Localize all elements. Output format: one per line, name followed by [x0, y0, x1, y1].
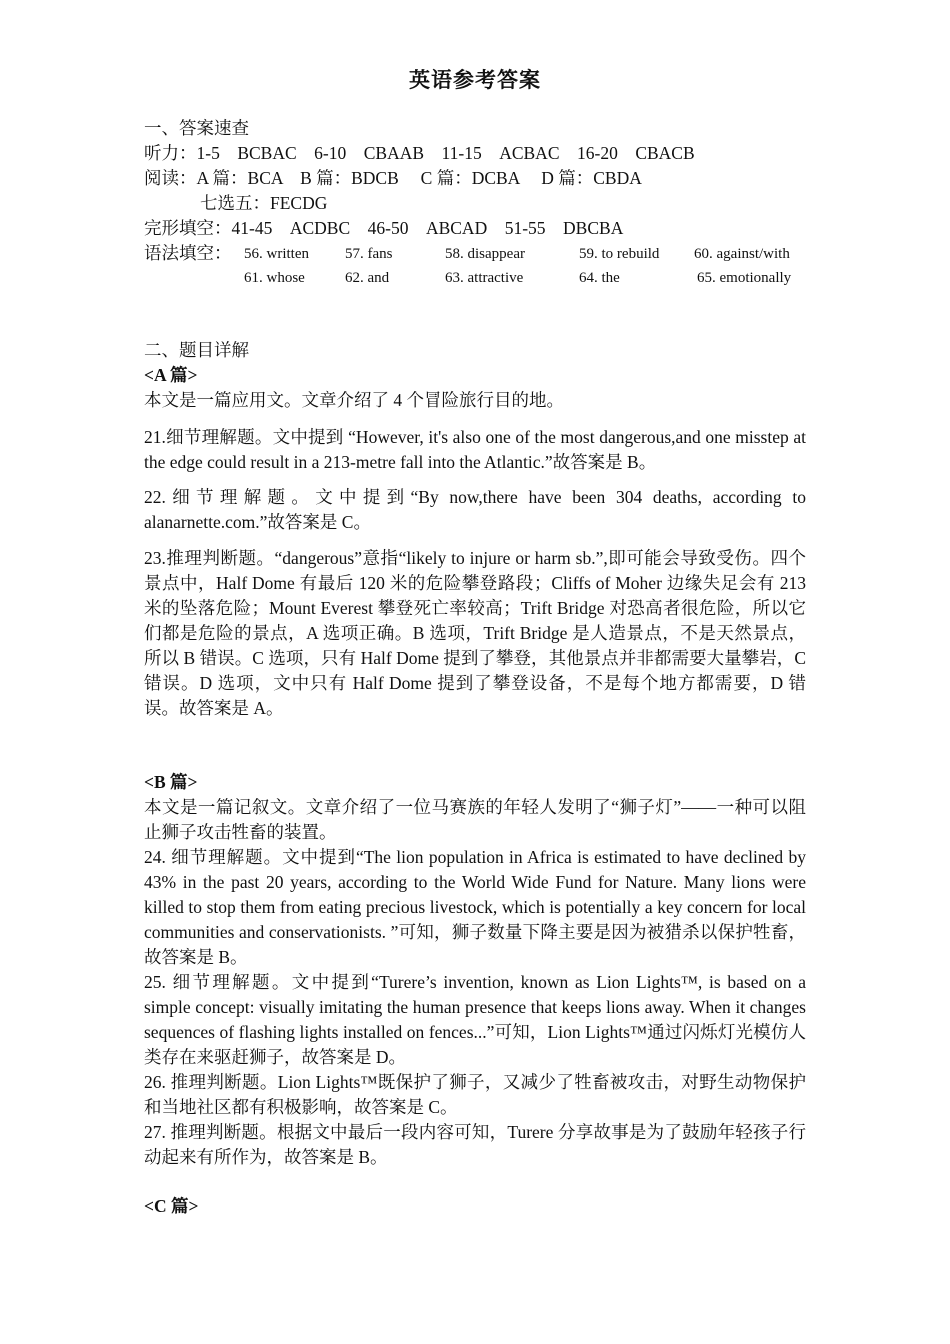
grammar-answer: 57. fans: [345, 246, 393, 262]
passage-a-intro: 本文是一篇应用文。文章介绍了 4 个冒险旅行目的地。: [144, 390, 564, 410]
grammar-answer: 58. disappear: [445, 246, 525, 262]
question-27-explanation: 27. 推理判断题。根据文中最后一段内容可知，Turere 分享故事是为了鼓励年轻孩子行动起来有所作为，故答案是 B。: [144, 1122, 806, 1167]
grammar-answer: 60. against/with: [694, 246, 790, 262]
seven-choose-five-answers: 七选五：FECDG: [200, 193, 328, 213]
passage-c-heading: <C 篇>: [144, 1196, 199, 1216]
grammar-answer: 63. attractive: [445, 270, 524, 286]
grammar-answer: 61. whose: [244, 270, 305, 286]
question-25-explanation: 25. 细节理解题。文中提到“Turere’s invention, known as Lion Lights™, is based on a simple concept: visually imitating the human presence that keeps lions away. When it changes sequences of flashing lights installed on fences...”可知，Lion Lights™通过闪烁灯光模仿人类存在来驱赶狮子，故答案是 D。: [144, 972, 806, 1067]
listening-answers: 听力：1-5 BCBAC 6-10 CBAAB 11-15 ACBAC 16-20 CBACB: [144, 143, 695, 163]
passage-a-heading: <A 篇>: [144, 365, 198, 385]
grammar-label: 语法填空：: [144, 243, 232, 263]
grammar-answer: 65. emotionally: [697, 270, 792, 286]
passage-b-intro: 本文是一篇记叙文。文章介绍了一位马赛族的年轻人发明了“狮子灯”——一种可以阻止狮子攻击牲畜的装置。: [144, 797, 806, 842]
question-23-explanation: 23.推理判断题。“dangerous”意指“likely to injure or harm sb.”,即可能会导致受伤。四个景点中，Half Dome 有最后 120 米的危险攀登路段；Cliffs of Moher 边缘失足会有 213 米的坠落危险；Mount Everest 攀登死亡率较高；Trift Bridge 对恐高者很危险，所以它们都是危险的景点，A 选项正确。B 选项，Trift Bridge 是人造景点，不是天然景点，所以 B 错误。C 选项，只有 Half Dome 提到了攀登，其他景点并非都需要大量攀岩，C 错误。D 选项，文中只有 Half Dome 提到了攀登设备，不是每个地方都需要，D 错误。故答案是 A。: [144, 548, 806, 718]
question-26-explanation: 26. 推理判断题。Lion Lights™既保护了狮子，又减少了牲畜被攻击，对野生动物保护和当地社区都有积极影响，故答案是 C。: [144, 1072, 806, 1117]
cloze-answers: 完形填空：41-45 ACDBC 46-50 ABCAD 51-55 DBCBA: [144, 218, 624, 238]
section2-heading: 二、题目详解: [144, 340, 249, 360]
reading-answers: 阅读：A 篇：BCA B 篇：BDCB C 篇：DCBA D 篇：CBDA: [144, 168, 642, 188]
passage-b-heading: <B 篇>: [144, 772, 198, 792]
question-21-explanation: 21.细节理解题。文中提到 “However, it's also one of the most dangerous,and one misstep at the edge could result in a 213-metre fall into the Atlantic.”故答案是 B。: [144, 427, 806, 472]
grammar-answer: 59. to rebuild: [579, 246, 660, 262]
section1-heading: 一、答案速查: [144, 118, 249, 138]
grammar-answer: 56. written: [244, 246, 309, 262]
page-title: 英语参考答案: [409, 68, 541, 92]
grammar-answer: 64. the: [579, 270, 620, 286]
question-22-explanation: 22.细节理解题。文中提到“By now,there have been 304 deaths, according to alanarnette.com.”故答案是 C。: [144, 487, 806, 532]
question-24-explanation: 24. 细节理解题。文中提到“The lion population in Africa is estimated to have declined by 43% in the past 20 years, according to the World Wide Fund for Nature. Many lions were killed to stop them from eating precious livestock, which is potentially a key concern for local communities and conservationists. ”可知，狮子数量下降主要是因为被猎杀以保护牲畜，故答案是 B。: [144, 847, 806, 967]
grammar-answer: 62. and: [345, 270, 390, 286]
